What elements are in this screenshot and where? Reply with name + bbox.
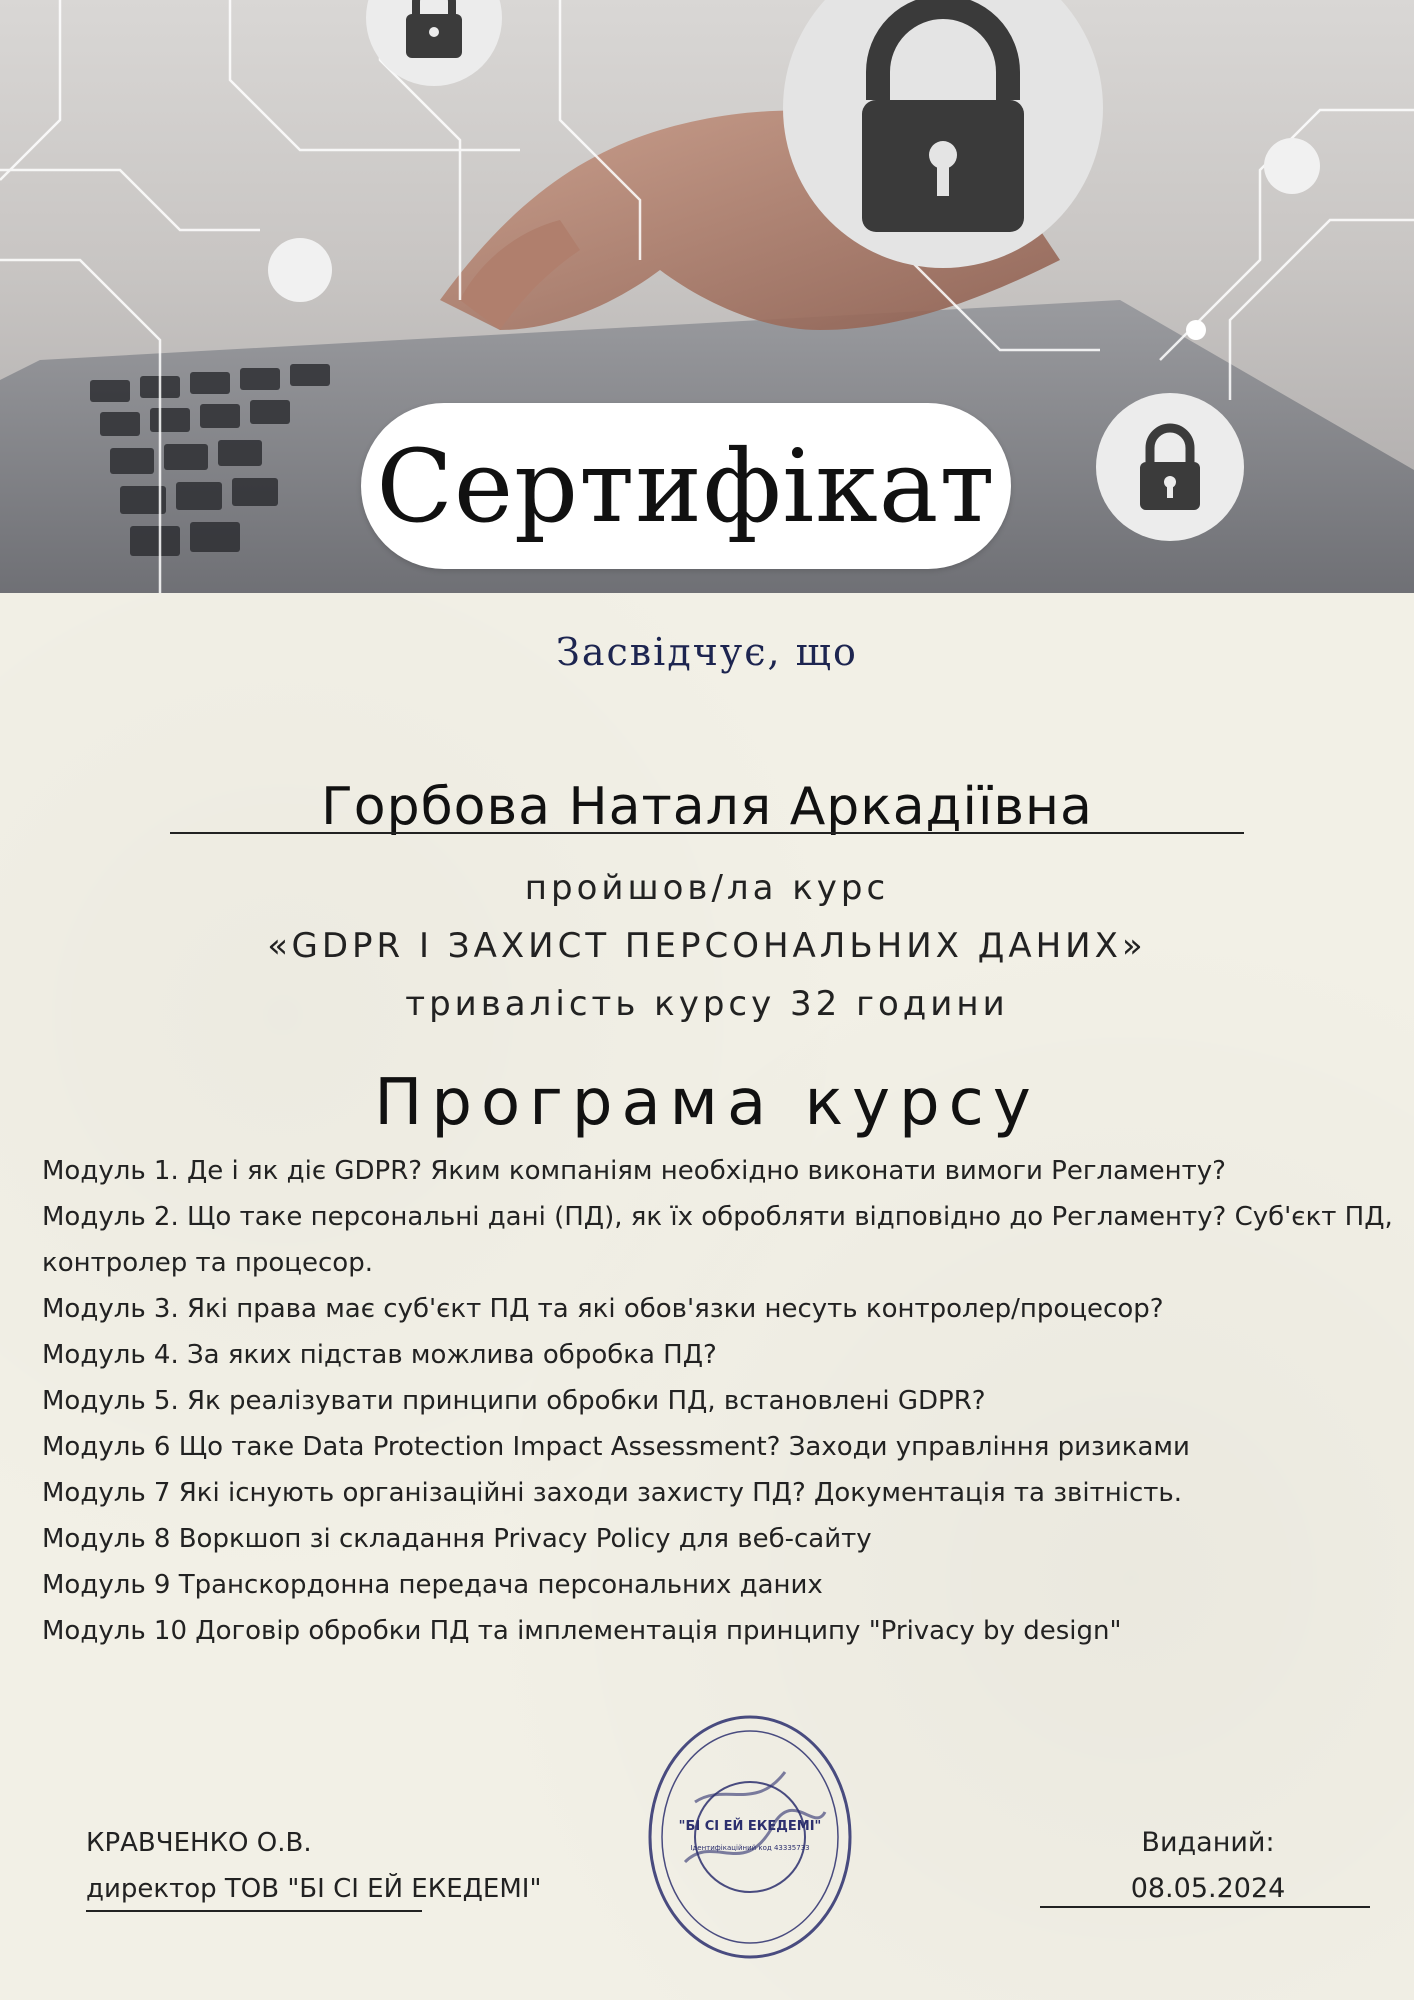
module-item: Модуль 3. Які права має суб'єкт ПД та які обов'язки несуть контролер/процесор? [42,1294,1164,1324]
recipient-name: Горбова Наталя Аркадіївна [321,777,1093,837]
hero-banner [0,0,1414,593]
module-item: Модуль 7 Які існують організаційні заходи захисту ПД? Документація та звітність. [42,1478,1182,1508]
signature-line [86,1910,422,1912]
stamp-sub-text: Ідентифікаційний код 43335733 [690,1844,810,1852]
issued-line [1040,1906,1370,1908]
course-title: «GDPR І ЗАХИСТ ПЕРСОНАЛЬНИХ ДАНИХ» [267,926,1147,966]
course-duration: тривалість курсу 32 години [405,984,1009,1024]
small-lock-icon-right [1096,393,1244,541]
issued-label: Виданий: [1141,1827,1275,1858]
small-lock-icon-top [366,0,502,86]
module-item: Модуль 1. Де і як діє GDPR? Яким компаніям необхідно виконати вимоги Регламенту? [42,1156,1226,1186]
title-pill [361,403,1011,569]
module-item: Модуль 2. Що таке персональні дані (ПД), як їх обробляти відповідно до Регламенту? Суб'єкт ПД, контролер та процесор. [42,1202,1393,1278]
module-item: Модуль 4. За яких підстав можлива обробка ПД? [42,1340,717,1370]
module-item: Модуль 9 Транскордонна передача персональних даних [42,1570,823,1600]
module-list [42,1148,1414,1654]
recipient-underline [170,832,1244,834]
certificate-title: Сертифікат [376,427,996,545]
signer-block [86,1820,541,1912]
module-item: Модуль 10 Договір обробки ПД та імплементація принципу "Privacy by design" [42,1616,1122,1646]
module-item: Модуль 6 Що таке Data Protection Impact Assessment? Заходи управління ризиками [42,1432,1190,1462]
issued-date: 08.05.2024 [1130,1873,1286,1904]
signer-role: директор ТОВ "БІ СІ ЕЙ ЕКЕДЕМІ" [86,1874,542,1904]
program-heading: Програма курсу [374,1066,1040,1140]
signer-name: КРАВЧЕНКО О.В. [86,1828,312,1858]
attests-text: Засвідчує, що [556,630,858,674]
company-stamp [645,1712,855,1962]
completed-text: пройшов/ла курс [524,868,890,908]
stamp-center-text: "БІ СІ ЕЙ ЕКЕДЕМІ" [678,1819,822,1834]
issued-block [1040,1820,1376,1912]
module-item: Модуль 5. Як реалізувати принципи обробки ПД, встановлені GDPR? [42,1386,986,1416]
module-item: Модуль 8 Воркшоп зі складання Privacy Policy для веб-сайту [42,1524,872,1554]
